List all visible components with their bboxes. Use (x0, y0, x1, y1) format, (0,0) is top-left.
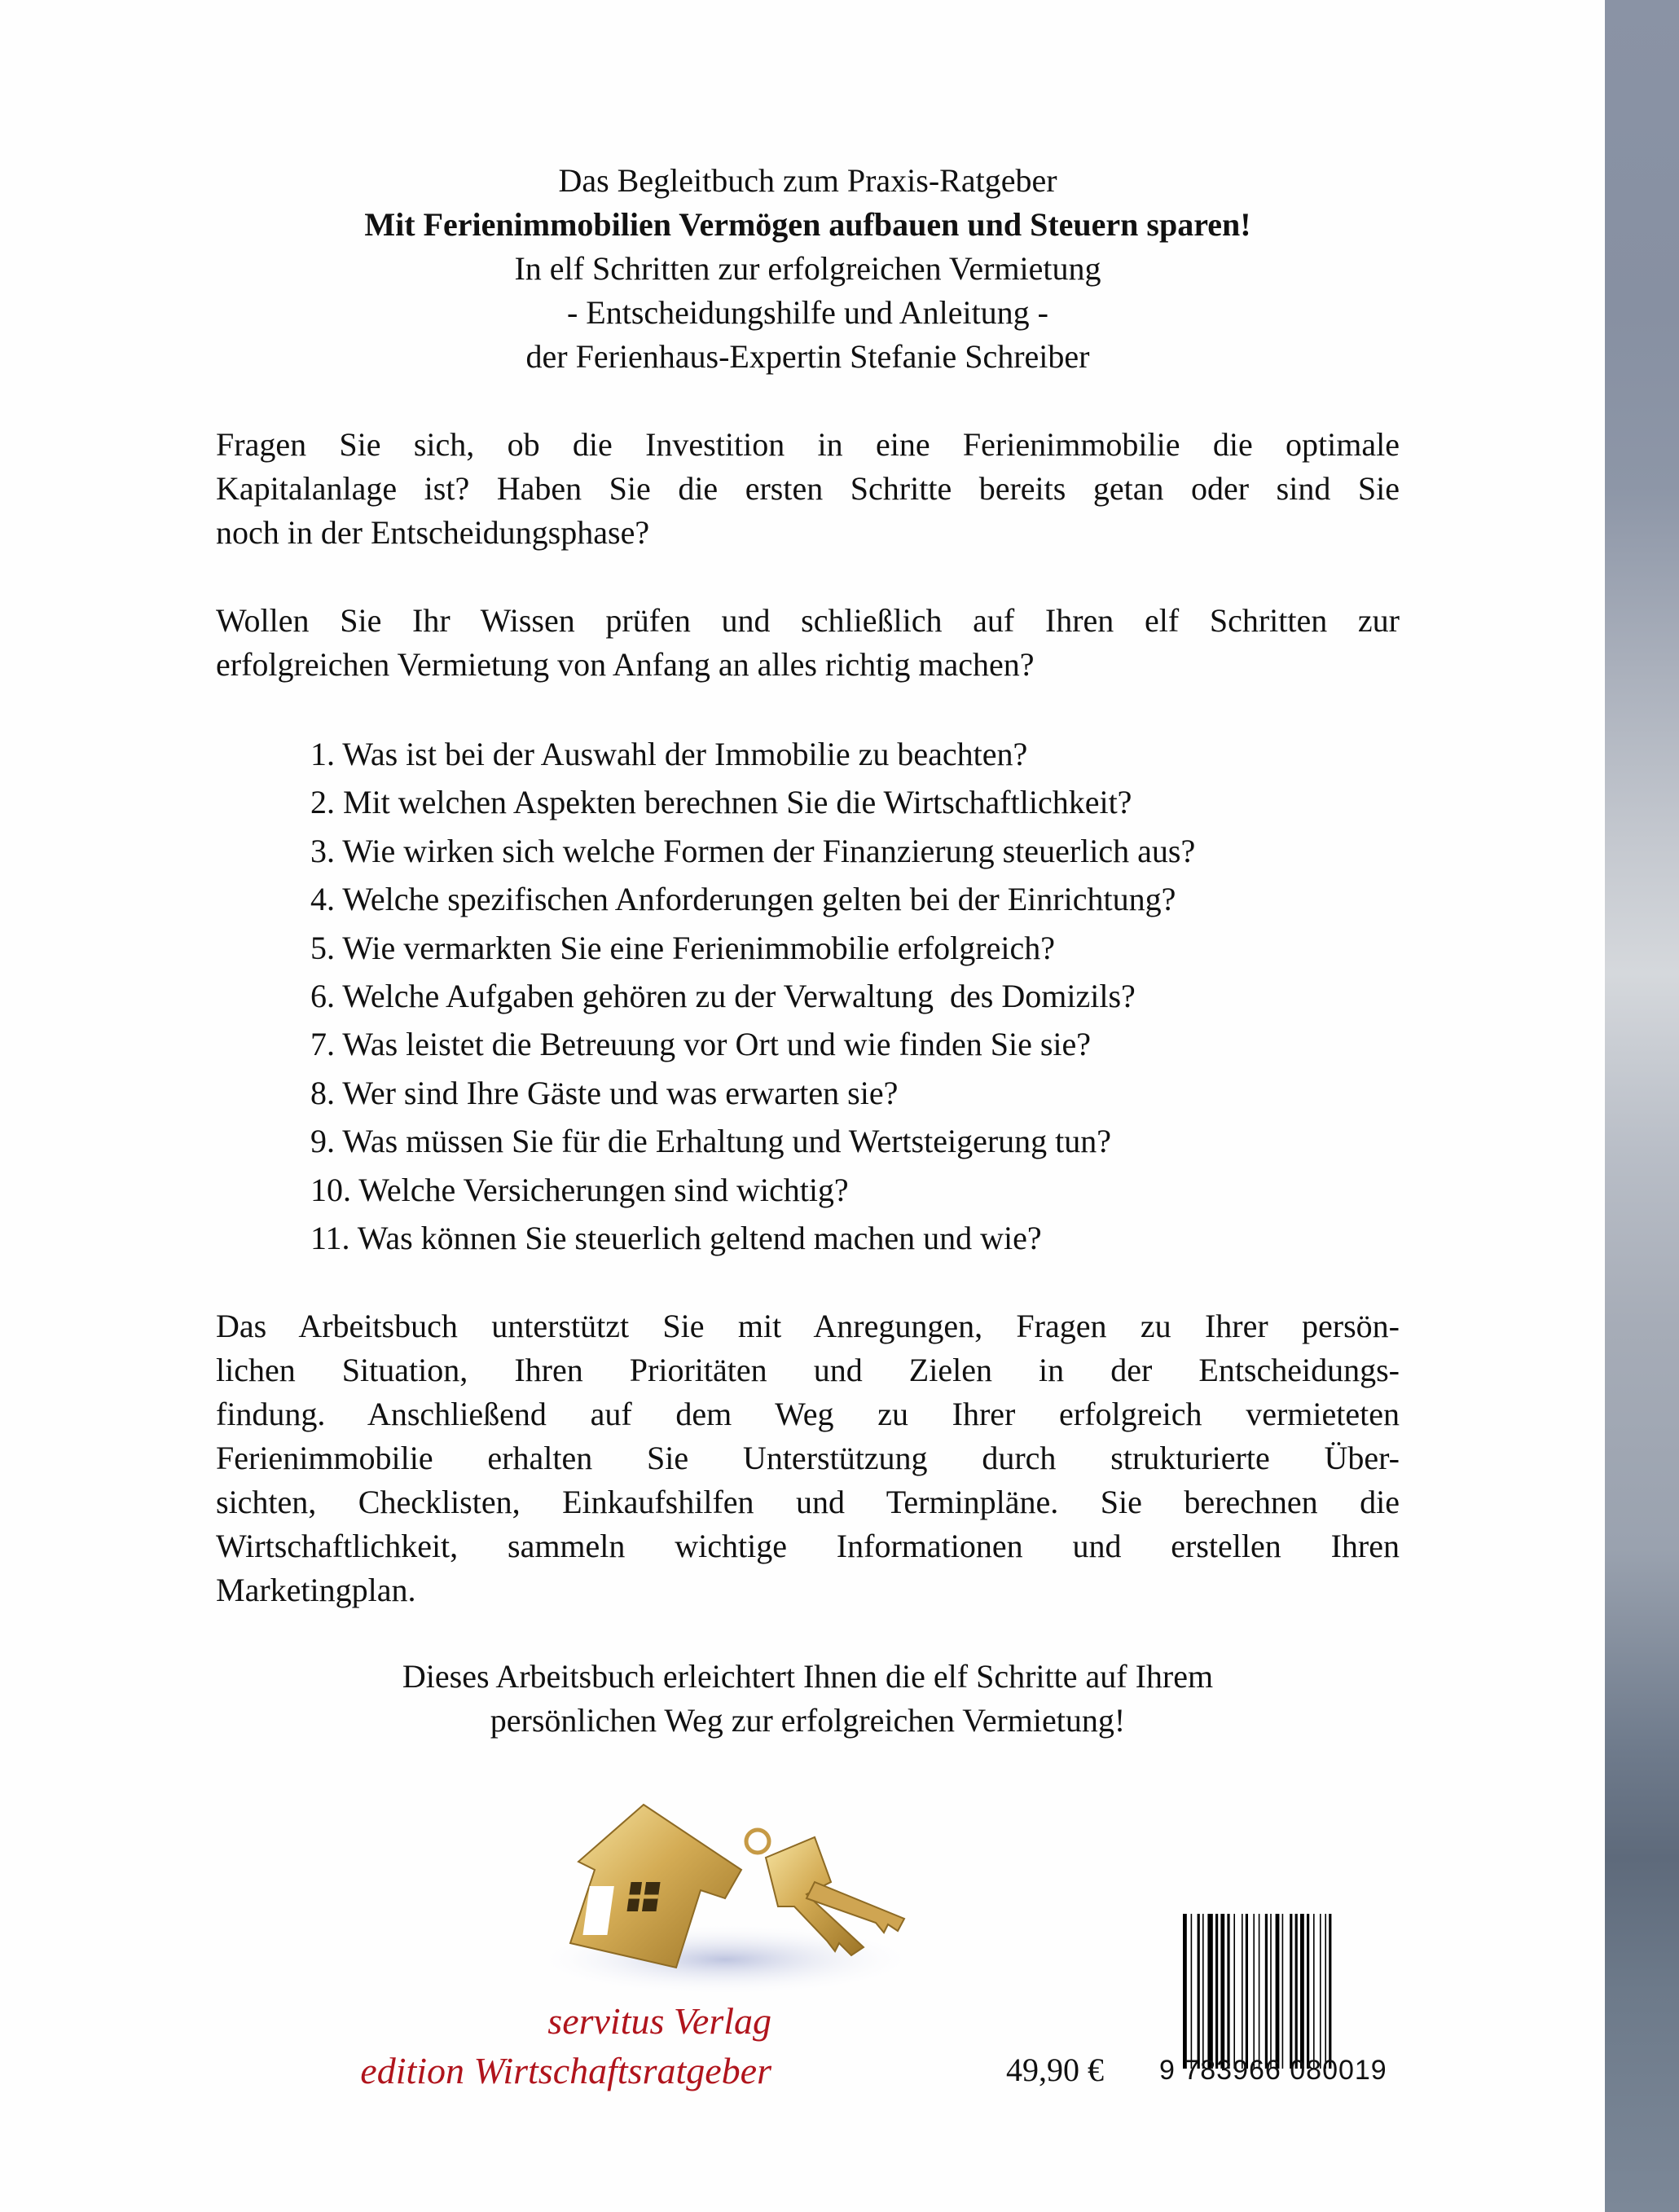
barcode-bar (1307, 1914, 1309, 2069)
list-item: 2. Mit welchen Aspekten berechnen Sie die Wirtschaftlichkeit? (310, 784, 1132, 821)
barcode (1183, 1914, 1398, 2069)
text-line: noch in der Entscheidungsphase? (216, 514, 650, 551)
barcode-bar (1227, 1914, 1229, 2069)
barcode-bar (1242, 1914, 1243, 2069)
text-line: Wollen Sie Ihr Wissen prüfen und schließlich auf Ihren elf Schritten zur (216, 602, 1400, 639)
barcode-bar (1282, 1914, 1284, 2069)
text-line: Fragen Sie sich, ob die Investition in eine Ferienimmobilie die optimale (216, 426, 1400, 463)
barcode-bar (1259, 1914, 1260, 2069)
barcode-bar (1198, 1914, 1200, 2069)
list-item: 11. Was können Sie steuerlich geltend machen und wie? (310, 1220, 1042, 1257)
list-item: 8. Wer sind Ihre Gäste und was erwarten sie? (310, 1074, 899, 1111)
list-item: 10. Welche Versicherungen sind wichtig? (310, 1171, 849, 1208)
barcode-bar (1191, 1914, 1193, 2069)
barcode-bar (1207, 1914, 1212, 2069)
text-line: findung. Anschließend auf dem Weg zu Ihrer erfolgreich vermieteten (216, 1396, 1400, 1432)
barcode-bar (1320, 1914, 1321, 2069)
text-line: Wirtschaftlichkeit, sammeln wichtige Informationen und erstellen Ihren (216, 1528, 1400, 1564)
barcode-bar (1329, 1914, 1331, 2069)
text-line: sichten, Checklisten, Einkaufshilfen und Terminpläne. Sie berechnen die (216, 1484, 1400, 1520)
publisher-name: servitus Verlag (547, 2000, 771, 2042)
cover-side-image (1605, 0, 1679, 2212)
list-item: 9. Was müssen Sie für die Erhaltung und Wertsteigerung tun? (310, 1123, 1112, 1160)
barcode-bar (1220, 1914, 1224, 2069)
barcode-bar (1276, 1914, 1280, 2069)
text-line: Kapitalanlage ist? Haben Sie die ersten Schritte bereits getan oder sind Sie (216, 470, 1400, 507)
intro-paragraph-1 (216, 423, 1400, 555)
subtitle-line: Das Begleitbuch zum Praxis-Ratgeber (558, 162, 1057, 199)
description-paragraph (216, 1304, 1400, 1612)
barcode-bar (1290, 1914, 1292, 2069)
text-line: lichen Situation, Ihren Prioritäten und Zielen in der Entscheidungs- (216, 1352, 1400, 1388)
barcode-bar (1313, 1914, 1315, 2069)
subtitle-line: - Entscheidungshilfe und Anleitung - (566, 294, 1048, 331)
subtitle-line: In elf Schritten zur erfolgreichen Vermietung (514, 250, 1101, 287)
intro-paragraph-2 (216, 599, 1400, 687)
author-line: der Ferienhaus-Expertin Stefanie Schreiber (525, 338, 1090, 375)
header-block (216, 159, 1400, 379)
text-line: Ferienimmobilie erhalten Sie Unterstützung durch strukturierte Über- (216, 1440, 1400, 1476)
barcode-bar (1233, 1914, 1235, 2069)
price: 49,90 € (1006, 2051, 1104, 2088)
barcode-bar (1325, 1914, 1326, 2069)
text-line: Marketingplan. (216, 1572, 416, 1608)
barcode-bar (1295, 1914, 1298, 2069)
text-line: Dieses Arbeitsbuch erleichtert Ihnen die elf Schritte auf Ihrem (402, 1658, 1214, 1695)
list-item: 3. Wie wirken sich welche Formen der Finanzierung steuerlich aus? (310, 832, 1196, 869)
list-item: 7. Was leistet die Betreuung vor Ort und wie finden Sie sie? (310, 1026, 1092, 1063)
barcode-bar (1215, 1914, 1218, 2069)
barcode-bar (1270, 1914, 1272, 2069)
list-item: 1. Was ist bei der Auswahl der Immobilie zu beachten? (310, 736, 1028, 772)
text-line: persönlichen Weg zur erfolgreichen Vermietung! (490, 1702, 1126, 1739)
text-line: erfolgreichen Vermietung von Anfang an alles richtig machen? (216, 646, 1035, 683)
barcode-bar (1300, 1914, 1304, 2069)
list-item: 4. Welche spezifischen Anforderungen gelten bei der Einrichtung? (310, 881, 1176, 918)
text-line: Das Arbeitsbuch unterstützt Sie mit Anregungen, Fragen zu Ihrer persön- (216, 1308, 1400, 1344)
barcode-bar (1202, 1914, 1204, 2069)
closing-statement (216, 1655, 1400, 1743)
house-keys-logo-image (521, 1792, 986, 1996)
book-title: Mit Ferienimmobilien Vermögen aufbauen und Steuern sparen! (364, 206, 1251, 243)
barcode-bar (1246, 1914, 1248, 2069)
list-item: 5. Wie vermarkten Sie eine Ferienimmobilie erfolgreich? (310, 929, 1055, 966)
question-list (310, 730, 1195, 1262)
barcode-bar (1183, 1914, 1187, 2069)
barcode-bar (1253, 1914, 1255, 2069)
isbn-number: 9 783966 080019 (1159, 2055, 1387, 2086)
list-item: 6. Welche Aufgaben gehören zu der Verwaltung des Domizils? (310, 978, 1136, 1015)
publisher-series: edition Wirtschaftsratgeber (360, 2050, 771, 2091)
barcode-bar (1265, 1914, 1268, 2069)
